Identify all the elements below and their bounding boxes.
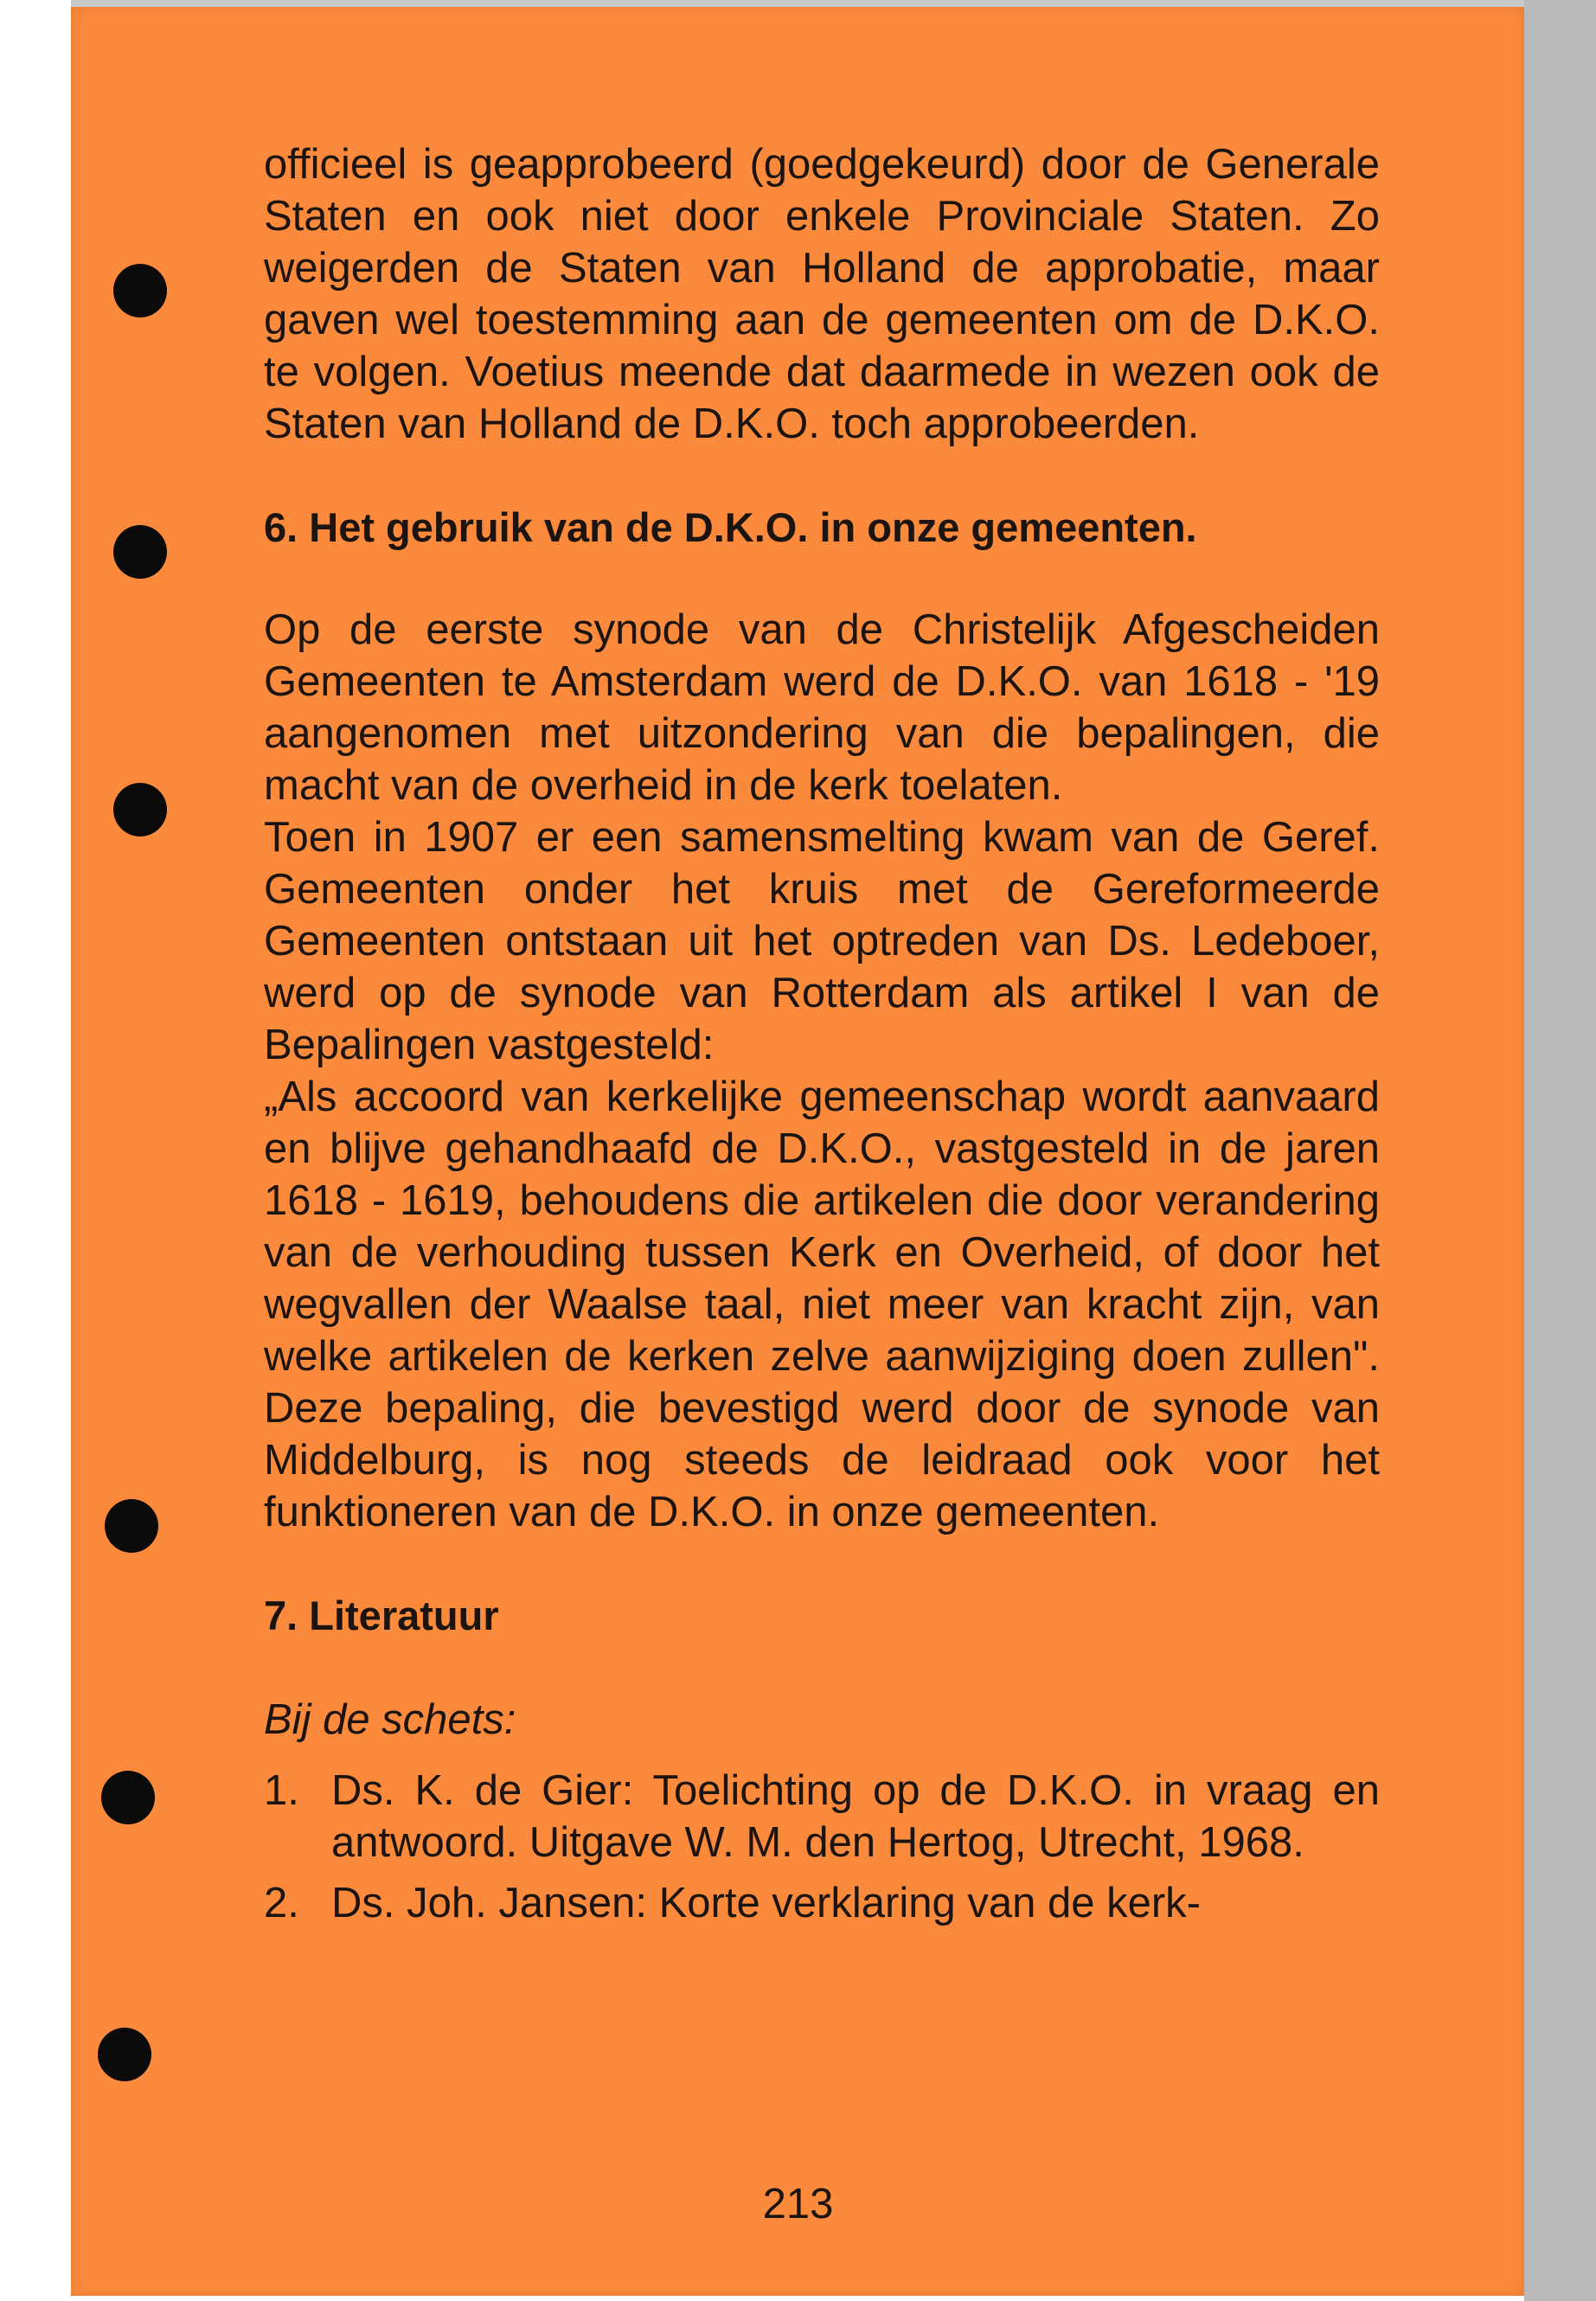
intro-paragraph: officieel is geapprobeerd (goedgekeurd) door de Generale Staten en ook niet door enkele Provinciale Staten. Zo weigerden de Staten van Holland de approbatie, maar gaven wel toestemming aan de gemeenten om de D.K.O. te volgen. Voetius meende dat daarmede in wezen ook de Staten van Holland de D.K.O. toch approbeerden. [264,141,1380,447]
punch-hole-2 [113,525,167,579]
section-6-heading: 6. Het gebruik van de D.K.O. in onze gemeenten. [264,504,1197,550]
section-6-paragraph-2: Toen in 1907 er een samensmelting kwam van de Geref. Gemeenten onder het kruis met de Gereformeerde Gemeenten ontstaan uit het optreden van Ds. Ledeboer, werd op de synode van Rotterdam als artikel I van de Bepalingen vastgesteld: [264,814,1380,1068]
page-number: 213 [762,2181,834,2227]
scan-background-right [1524,0,1596,2301]
page-text-column [264,138,1380,1938]
punch-hole-5 [101,1771,155,1824]
literature-item [264,1765,1380,1868]
punch-hole-4 [105,1499,158,1553]
section-6-quote-paragraph: „Als accoord van kerkelijke gemeenschap wordt aanvaard en blijve gehandhaafd de D.K.O., vastgesteld in de jaren 1618 - 1619, behoudens die artikelen die door verandering van de verhouding tussen Kerk en Overheid, of door het wegvallen der Waalse taal, niet meer van kracht zijn, van welke artikelen de kerken zelve aanwijziging doen zullen". Deze bepaling, die bevestigd werd door de synode van Middelburg, is nog steeds de leidraad ook voor het funktioneren van de D.K.O. in onze gemeenten. [264,1074,1380,1535]
literature-item-text: Ds. Joh. Jansen: Korte verklaring van de kerk- [331,1880,1201,1926]
literature-subheading: Bij de schets: [264,1696,516,1743]
literature-list [264,1765,1380,1929]
literature-item-number: 2. [264,1880,299,1926]
section-6-paragraph-1: Op de eerste synode van de Christelijk Afgescheiden Gemeenten te Amsterdam werd de D.K.O. van 1618 - '19 aangenomen met uitzondering van die bepalingen, die macht van de overheid in de kerk toelaten. [264,606,1380,809]
section-7-heading: 7. Literatuur [264,1593,499,1638]
literature-item-number: 1. [264,1767,299,1814]
punch-hole-1 [113,264,167,317]
literature-item [264,1877,1380,1929]
punch-hole-6 [98,2028,151,2081]
punch-hole-3 [113,783,167,836]
scan-background-left [0,0,71,2301]
scan-background-top [71,0,1524,7]
literature-item-text: Ds. K. de Gier: Toelichting op de D.K.O. in vraag en antwoord. Uitgave W. M. den Hertog, Utrecht, 1968. [331,1767,1380,1866]
